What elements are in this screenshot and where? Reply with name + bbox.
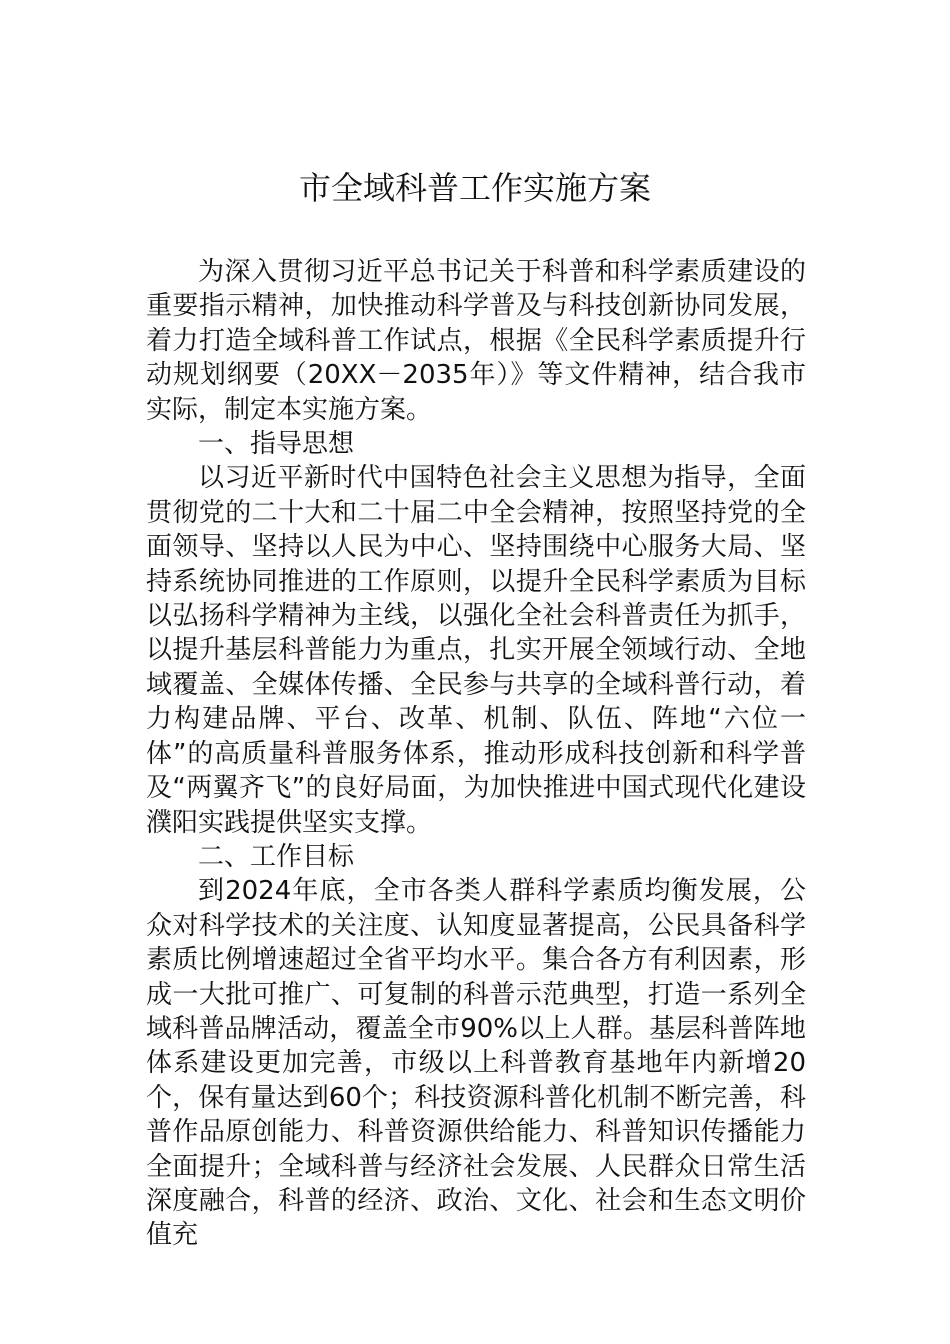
guiding-ideology-paragraph: 以习近平新时代中国特色社会主义思想为指导，全面贯彻党的二十大和二十届二中全会精神，按照坚持党的全面领导、坚持以人民为中心、坚持围绕中心服务大局、坚持系统协同推进的工作原则，以提升全民科学素质为目标以弘扬科学精神为主线，以强化全社会科普责任为抓手，以提升基层科普能力为重点，扎实开展全领域行动、全地域覆盖、全媒体传播、全民参与共享的全域科普行动，着力构建品牌、平台、改革、机制、队伍、阵地“六位一体”的高质量科普服务体系，推动形成科技创新和科学普及“两翼齐飞”的良好局面，为加快推进中国式现代化建设濮阳实践提供坚实支撑。 [146, 463, 806, 838]
document-title: 市全域科普工作实施方案 [298, 169, 651, 207]
document-body [146, 255, 806, 1253]
section-heading-work-goals: 二、工作目标 [198, 841, 355, 872]
intro-paragraph: 为深入贯彻习近平总书记关于科普和科学素质建设的重要指示精神，加快推动科学普及与科技创新协同发展，着力打造全域科普工作试点，根据《全民科学素质提升行动规划纲要（20XX－2035年）》等文件精神，结合我市实际，制定本实施方案。 [146, 257, 806, 425]
section-heading-guiding-ideology: 一、指导思想 [198, 429, 355, 460]
work-goals-paragraph: 到2024年底，全市各类人群科学素质均衡发展，公众对科学技术的关注度、认知度显著提高，公民具备科学素质比例增速超过全省平均水平。集合各方有利因素，形成一大批可推广、可复制的科普示范典型，打造一系列全域科普品牌活动，覆盖全市90%以上人群。基层科普阵地体系建设更加完善，市级以上科普教育基地年内新增20个，保有量达到60个；科技资源科普化机制不断完善，科普作品原创能力、科普资源供给能力、科普知识传播能力全面提升；全域科普与经济社会发展、人民群众日常生活深度融合，科普的经济、政治、文化、社会和生态文明价值充 [146, 876, 806, 1251]
